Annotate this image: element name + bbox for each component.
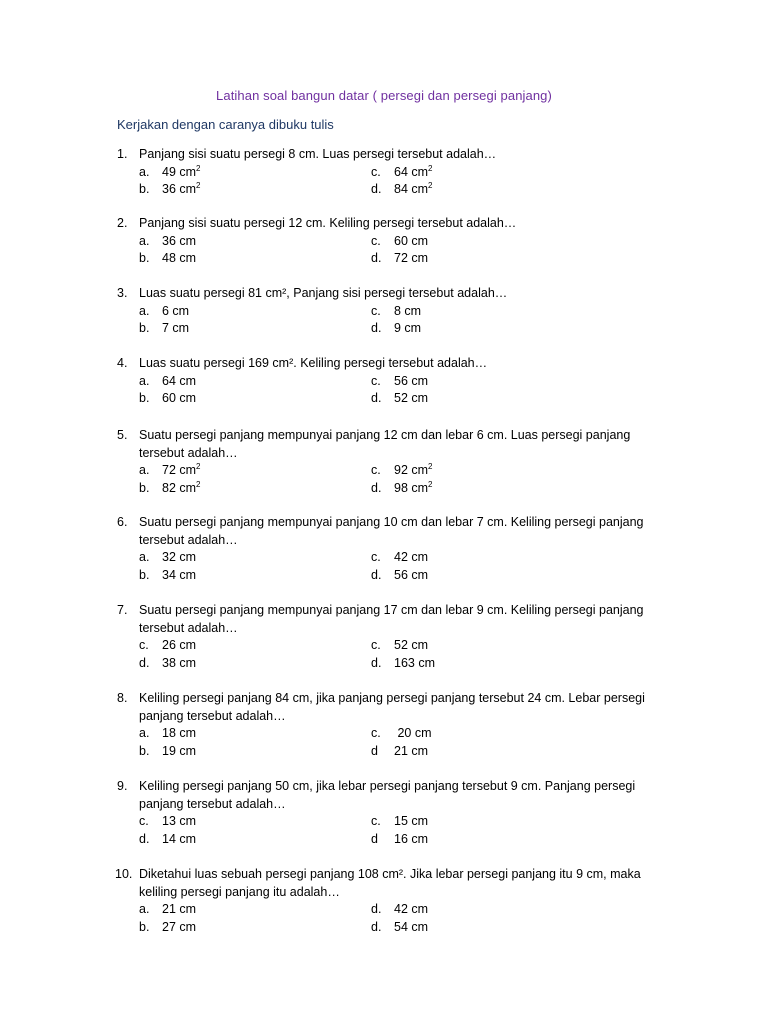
option-letter: d bbox=[371, 831, 378, 846]
option-value: 92 cm bbox=[394, 463, 429, 477]
answer-option bbox=[139, 233, 196, 251]
option-letter: b. bbox=[139, 567, 150, 582]
question-number: 10. bbox=[115, 867, 133, 881]
option-value: 98 cm bbox=[394, 480, 429, 495]
answer-option bbox=[139, 462, 201, 480]
answer-option bbox=[139, 637, 196, 655]
option-value: 8 cm bbox=[394, 303, 422, 318]
option-value: 72 cm bbox=[394, 251, 429, 265]
answer-option bbox=[139, 831, 196, 849]
option-value: 7 cm bbox=[162, 321, 190, 335]
option-value: 82 cm bbox=[162, 480, 197, 495]
question-text bbox=[139, 146, 669, 164]
option-value: 52 cm bbox=[394, 391, 429, 405]
question-line: Keliling persegi panjang 84 cm, jika panjang persegi panjang tersebut 24 cm. Lebar persegi bbox=[139, 691, 645, 705]
option-value: 54 cm bbox=[394, 919, 429, 934]
question-line: tersebut adalah… bbox=[139, 445, 238, 460]
option-value: 49 cm bbox=[162, 164, 197, 179]
question-line: panjang tersebut adalah… bbox=[139, 796, 286, 811]
answer-option bbox=[371, 320, 421, 338]
option-letter: d bbox=[371, 743, 378, 758]
option-letter: d. bbox=[371, 321, 382, 335]
option-letter: d. bbox=[371, 567, 382, 582]
answer-option bbox=[139, 181, 201, 199]
option-letter: a. bbox=[139, 303, 150, 318]
option-value: 64 cm bbox=[394, 164, 429, 179]
option-value: 13 cm bbox=[162, 814, 197, 828]
option-letter: b. bbox=[139, 182, 150, 196]
answer-option bbox=[371, 567, 428, 585]
option-letter: b. bbox=[139, 743, 150, 758]
answer-option bbox=[371, 549, 428, 567]
worksheet-instruction: Kerjakan dengan caranya dibuku tulis bbox=[117, 117, 334, 132]
answer-option bbox=[371, 813, 428, 831]
answer-option bbox=[371, 655, 435, 673]
answer-option bbox=[139, 320, 189, 338]
question-number: 5. bbox=[117, 428, 128, 442]
option-value: 6 cm bbox=[162, 303, 190, 318]
option-letter: c. bbox=[139, 638, 149, 652]
option-letter: c. bbox=[371, 233, 381, 248]
question-number: 2. bbox=[117, 216, 128, 230]
question-line: Suatu persegi panjang mempunyai panjang 10 cm dan lebar 7 cm. Keliling persegi panjang bbox=[139, 515, 644, 529]
option-value: 60 cm bbox=[162, 391, 197, 405]
option-value: 64 cm bbox=[162, 373, 197, 388]
answer-option bbox=[139, 655, 196, 673]
option-letter: a. bbox=[139, 233, 150, 248]
question-text bbox=[139, 427, 669, 462]
option-value: 21 cm bbox=[394, 743, 429, 758]
option-value: 20 cm bbox=[394, 726, 432, 740]
option-superscript: 2 bbox=[428, 479, 433, 489]
option-letter: c. bbox=[371, 550, 381, 564]
option-letter: d. bbox=[371, 182, 382, 196]
option-superscript: 2 bbox=[196, 462, 201, 471]
answer-option bbox=[371, 480, 433, 498]
option-value: 84 cm bbox=[394, 182, 429, 196]
option-value: 36 cm bbox=[162, 182, 197, 196]
question-text bbox=[139, 866, 669, 901]
option-letter: a. bbox=[139, 164, 150, 179]
answer-option bbox=[371, 233, 428, 251]
option-letter: d. bbox=[371, 251, 382, 265]
question-text bbox=[139, 514, 669, 549]
answer-option bbox=[371, 164, 433, 182]
question-number: 9. bbox=[117, 779, 128, 793]
option-value: 38 cm bbox=[162, 655, 197, 670]
option-letter: b. bbox=[139, 919, 150, 934]
answer-option bbox=[371, 303, 421, 321]
question-line: Luas suatu persegi 81 cm², Panjang sisi persegi tersebut adalah… bbox=[139, 286, 508, 300]
question-text bbox=[139, 355, 669, 373]
option-letter: a. bbox=[139, 550, 150, 564]
option-letter: d. bbox=[371, 391, 382, 405]
question-text bbox=[139, 215, 669, 233]
option-superscript: 2 bbox=[428, 181, 433, 190]
option-letter: d. bbox=[371, 655, 382, 670]
answer-option bbox=[139, 250, 196, 268]
question-line: Suatu persegi panjang mempunyai panjang 12 cm dan lebar 6 cm. Luas persegi panjang bbox=[139, 428, 631, 442]
answer-option bbox=[139, 567, 196, 585]
answer-option bbox=[371, 831, 428, 849]
answer-option bbox=[139, 373, 196, 391]
option-letter: d. bbox=[139, 655, 150, 670]
answer-option bbox=[371, 901, 428, 919]
question-line: tersebut adalah… bbox=[139, 620, 238, 635]
option-letter: c. bbox=[139, 814, 149, 828]
answer-option bbox=[139, 725, 196, 743]
question-line: panjang tersebut adalah… bbox=[139, 708, 286, 723]
option-value: 19 cm bbox=[162, 743, 197, 758]
option-superscript: 2 bbox=[428, 163, 433, 173]
answer-option bbox=[139, 164, 201, 182]
answer-option bbox=[371, 637, 428, 655]
answer-option bbox=[371, 373, 428, 391]
question-line: Panjang sisi suatu persegi 12 cm. Keliling persegi tersebut adalah… bbox=[139, 216, 517, 230]
answer-option bbox=[371, 250, 428, 268]
question-number: 7. bbox=[117, 603, 128, 617]
option-letter: b. bbox=[139, 321, 150, 335]
answer-option bbox=[371, 919, 428, 937]
option-letter: b. bbox=[139, 480, 150, 495]
answer-option bbox=[139, 303, 189, 321]
question-number: 6. bbox=[117, 515, 128, 529]
question-text bbox=[139, 690, 669, 725]
option-value: 42 cm bbox=[394, 550, 429, 564]
option-letter: d. bbox=[139, 831, 150, 846]
answer-option bbox=[371, 181, 433, 199]
option-value: 56 cm bbox=[394, 567, 429, 582]
option-value: 36 cm bbox=[162, 233, 197, 248]
option-superscript: 2 bbox=[196, 163, 201, 173]
option-value: 18 cm bbox=[162, 726, 197, 740]
option-value: 163 cm bbox=[394, 655, 435, 670]
worksheet-title: Latihan soal bangun datar ( persegi dan persegi panjang) bbox=[216, 88, 552, 103]
option-letter: b. bbox=[139, 251, 150, 265]
answer-option bbox=[139, 813, 196, 831]
question-text bbox=[139, 285, 669, 303]
question-text bbox=[139, 602, 669, 637]
option-value: 26 cm bbox=[162, 638, 197, 652]
option-value: 48 cm bbox=[162, 251, 197, 265]
option-letter: a. bbox=[139, 463, 150, 477]
question-number: 4. bbox=[117, 356, 128, 370]
answer-option bbox=[139, 549, 196, 567]
option-value: 15 cm bbox=[394, 814, 429, 828]
option-letter: c. bbox=[371, 373, 381, 388]
question-line: keliling persegi panjang itu adalah… bbox=[139, 884, 340, 899]
option-value: 9 cm bbox=[394, 321, 422, 335]
option-value: 56 cm bbox=[394, 373, 429, 388]
option-letter: a. bbox=[139, 902, 150, 916]
answer-option bbox=[371, 390, 428, 408]
option-value: 34 cm bbox=[162, 567, 197, 582]
option-superscript: 2 bbox=[428, 462, 433, 471]
option-letter: c. bbox=[371, 814, 381, 828]
option-value: 14 cm bbox=[162, 831, 197, 846]
option-value: 72 cm bbox=[162, 463, 197, 477]
question-line: Suatu persegi panjang mempunyai panjang 17 cm dan lebar 9 cm. Keliling persegi panjang bbox=[139, 603, 644, 617]
option-superscript: 2 bbox=[196, 479, 201, 489]
option-value: 16 cm bbox=[394, 831, 429, 846]
question-line: Keliling persegi panjang 50 cm, jika lebar persegi panjang tersebut 9 cm. Panjang persegi bbox=[139, 779, 636, 793]
option-letter: c. bbox=[371, 638, 381, 652]
option-value: 52 cm bbox=[394, 638, 429, 652]
option-letter: d. bbox=[371, 919, 382, 934]
option-letter: a. bbox=[139, 373, 150, 388]
question-line: tersebut adalah… bbox=[139, 532, 238, 547]
option-letter: c. bbox=[371, 303, 381, 318]
option-letter: c. bbox=[371, 463, 381, 477]
answer-option bbox=[139, 901, 196, 919]
answer-option bbox=[139, 480, 201, 498]
option-value: 27 cm bbox=[162, 919, 197, 934]
answer-option bbox=[371, 725, 432, 743]
option-value: 60 cm bbox=[394, 233, 429, 248]
option-letter: b. bbox=[139, 391, 150, 405]
answer-option bbox=[139, 743, 196, 761]
question-text bbox=[139, 778, 669, 813]
option-letter: d. bbox=[371, 902, 382, 916]
answer-option bbox=[139, 919, 196, 937]
option-letter: d. bbox=[371, 480, 382, 495]
question-number: 8. bbox=[117, 691, 128, 705]
answer-option bbox=[139, 390, 196, 408]
answer-option bbox=[371, 462, 433, 480]
question-line: Panjang sisi suatu persegi 8 cm. Luas persegi tersebut adalah… bbox=[139, 147, 497, 161]
option-value: 42 cm bbox=[394, 902, 429, 916]
option-superscript: 2 bbox=[196, 181, 201, 190]
option-letter: a. bbox=[139, 726, 150, 740]
question-number: 3. bbox=[117, 286, 128, 300]
option-value: 32 cm bbox=[162, 550, 197, 564]
question-number: 1. bbox=[117, 147, 128, 161]
option-value: 21 cm bbox=[162, 902, 197, 916]
answer-option bbox=[371, 743, 428, 761]
option-letter: c. bbox=[371, 726, 381, 740]
question-line: Diketahui luas sebuah persegi panjang 108 cm². Jika lebar persegi panjang itu 9 cm, maka bbox=[139, 867, 641, 881]
question-line: Luas suatu persegi 169 cm². Keliling persegi tersebut adalah… bbox=[139, 356, 488, 370]
option-letter: c. bbox=[371, 164, 381, 179]
